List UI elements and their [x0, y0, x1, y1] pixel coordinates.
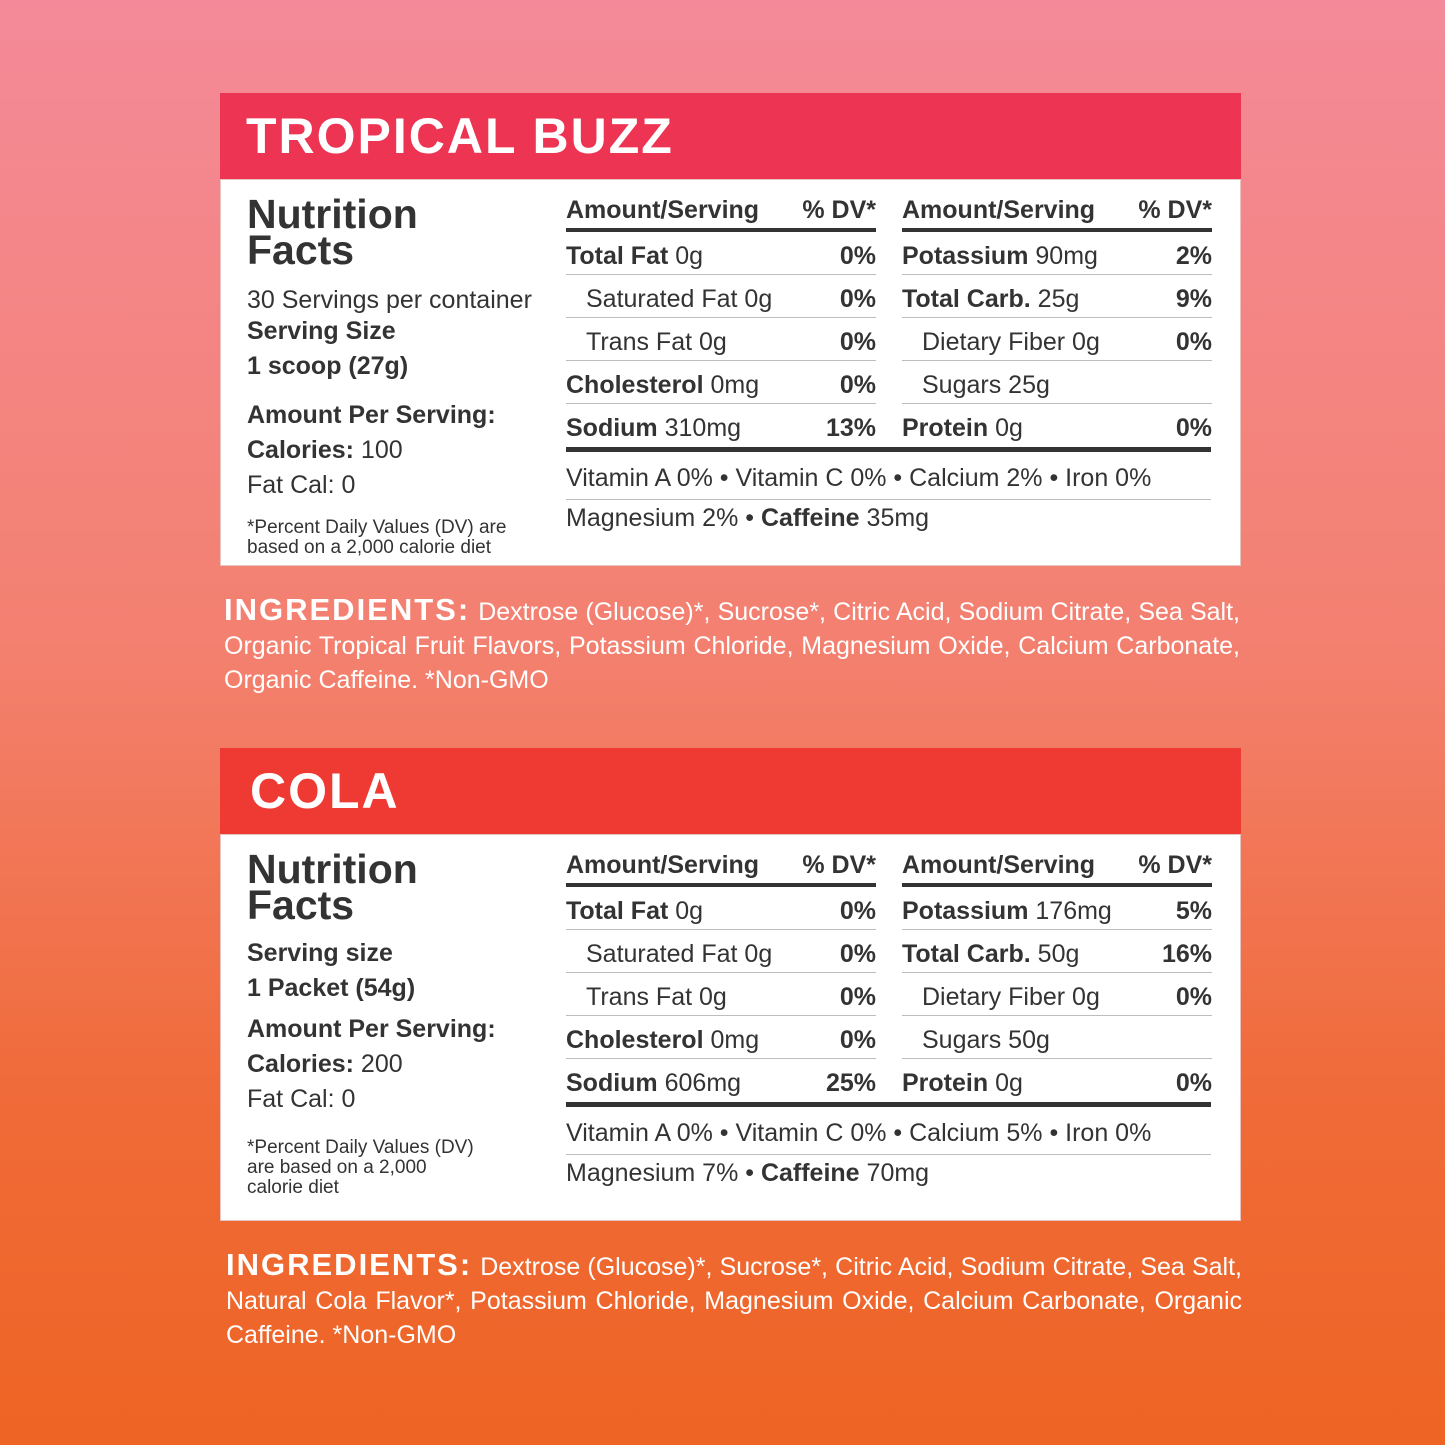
- nutrient-row: [902, 887, 1212, 930]
- column-header: [902, 851, 1212, 887]
- nutrition-facts-panel: [220, 834, 1241, 1221]
- nutrient-name: [566, 897, 703, 926]
- serving-size-value: 1 Packet (54g): [247, 974, 416, 1002]
- dv-header: % DV*: [802, 196, 876, 224]
- nutrient-dv: 0%: [839, 241, 876, 270]
- nutrient-name: [902, 371, 1050, 400]
- nutrient-amount: 0g: [668, 241, 704, 270]
- nutrient-label: Dietary Fiber: [922, 982, 1066, 1011]
- product-title: TROPICAL BUZZ: [220, 93, 1241, 179]
- nutrient-dv: 0%: [839, 939, 876, 968]
- nutrient-label: Trans Fat: [586, 327, 693, 356]
- nutrient-name: [566, 983, 727, 1012]
- product-title: COLA: [220, 748, 1241, 834]
- calories-label: Calories:: [247, 436, 354, 464]
- nutrient-row: [566, 318, 876, 361]
- nutrient-column-2: [902, 851, 1212, 1102]
- nutrient-amount: 606mg: [657, 1069, 742, 1097]
- ingredients-text: Dextrose (Glucose)*, Sucrose*, Citric Acid, Sodium Citrate, Sea Salt, Organic Tropical Fruit Flavors, Potassium Chloride, Magnesium Oxide, Calcium Carbonate, Organic Caffeine. *Non-GMO: [224, 598, 1240, 694]
- nutrient-dv: 0%: [839, 370, 876, 399]
- nutrient-label: Sugars: [922, 1025, 1002, 1054]
- nutrient-row: [566, 1016, 876, 1059]
- amount-per-serving-label: Amount Per Serving:: [247, 401, 496, 429]
- nutrient-row: [902, 232, 1212, 275]
- amount-per-serving-label: Amount Per Serving:: [247, 1015, 496, 1043]
- nutrient-name: [566, 940, 772, 969]
- minerals-line: [566, 504, 1211, 533]
- nutrient-label: Saturated Fat: [586, 284, 738, 313]
- nutrient-column-1: [566, 851, 876, 1102]
- nutrient-amount: 0g: [737, 284, 773, 313]
- ingredients: [224, 593, 1240, 697]
- caffeine-value: 70mg: [859, 1159, 930, 1187]
- nutrient-dv: 9%: [1175, 284, 1212, 313]
- nutrient-label: Sodium: [566, 414, 658, 442]
- amount-header: Amount/Serving: [902, 851, 1096, 879]
- magnesium-value: Magnesium 7% •: [566, 1159, 761, 1187]
- nutrition-facts-heading: [247, 846, 567, 928]
- nutrient-amount: 25g: [1030, 284, 1080, 313]
- ingredients-label: INGREDIENTS:: [224, 592, 471, 627]
- servings-per-container: 30 Servings per container: [247, 286, 532, 314]
- amount-header: Amount/Serving: [902, 196, 1096, 224]
- nutrient-amount: 310mg: [657, 414, 742, 442]
- nutrient-amount: 0g: [988, 414, 1023, 442]
- nutrient-amount: 50g: [1001, 1025, 1050, 1054]
- nutrient-row: [902, 404, 1212, 447]
- column-header: [566, 196, 876, 232]
- nutrient-dv: 25%: [825, 1069, 876, 1097]
- nutrient-row: [566, 930, 876, 973]
- nutrient-dv: 0%: [839, 982, 876, 1011]
- product-cola: [220, 748, 1242, 1349]
- nutrient-amount: 0g: [692, 982, 727, 1011]
- nutrient-dv: 0%: [1175, 414, 1212, 442]
- amount-header: Amount/Serving: [566, 851, 760, 879]
- nutrient-name: [566, 1026, 759, 1055]
- nutrient-amount: 0mg: [703, 1025, 760, 1054]
- column-header: [902, 196, 1212, 232]
- dv-header: % DV*: [1138, 851, 1212, 879]
- magnesium-value: Magnesium 2% •: [566, 504, 761, 532]
- nutrient-label: Sugars: [922, 370, 1002, 399]
- nutrient-row: [566, 1059, 876, 1102]
- nutrient-row: [902, 1059, 1212, 1102]
- nutrient-dv: 0%: [1175, 1069, 1212, 1097]
- nutrient-dv: 0%: [839, 896, 876, 925]
- nutrient-name: [566, 414, 741, 443]
- nutrient-dv: 0%: [839, 327, 876, 356]
- nutrient-amount: 0g: [737, 939, 773, 968]
- nutrient-label: Protein: [902, 1069, 989, 1097]
- heading-line-1: Nutrition: [247, 846, 418, 892]
- nutrient-name: [566, 285, 772, 314]
- calories-value: 100: [353, 436, 403, 464]
- nutrient-row: [902, 930, 1212, 973]
- nutrient-row: [566, 232, 876, 275]
- nutrient-label: Cholesterol: [566, 1025, 704, 1054]
- nutrient-row: [566, 404, 876, 447]
- nutrient-label: Protein: [902, 414, 989, 442]
- amount-header: Amount/Serving: [566, 196, 760, 224]
- nutrient-name: [902, 414, 1023, 443]
- dv-footnote: *Percent Daily Values (DV) are based on a 2,000 calorie diet: [247, 517, 507, 558]
- nutrient-dv: 0%: [1175, 327, 1212, 356]
- nutrient-name: [902, 1026, 1050, 1055]
- nutrient-column-2: [902, 196, 1212, 447]
- nutrient-dv: 0%: [839, 284, 876, 313]
- ingredients: [226, 1248, 1242, 1352]
- nutrient-row: [902, 361, 1212, 404]
- nutrient-dv: 2%: [1175, 241, 1212, 270]
- nutrient-amount: 0g: [1065, 982, 1100, 1011]
- vitamins-line: Vitamin A 0% • Vitamin C 0% • Calcium 2% • Iron 0%: [566, 464, 1211, 500]
- nutrient-amount: 0g: [1065, 327, 1100, 356]
- nutrient-row: [566, 973, 876, 1016]
- nutrient-amount: 0g: [988, 1069, 1023, 1097]
- nutrient-label: Total Carb.: [902, 939, 1031, 968]
- nutrient-name: [902, 983, 1100, 1012]
- calories: [247, 436, 567, 465]
- nutrient-label: Dietary Fiber: [922, 327, 1066, 356]
- nutrient-label: Cholesterol: [566, 370, 704, 399]
- thick-divider: [566, 1102, 1211, 1107]
- nutrient-column-1: [566, 196, 876, 447]
- nutrient-row: [566, 887, 876, 930]
- nutrition-summary: [247, 191, 567, 558]
- nutrient-dv: 16%: [1161, 939, 1212, 968]
- ingredients-text: Dextrose (Glucose)*, Sucrose*, Citric Acid, Sodium Citrate, Sea Salt, Natural Cola Flavor*, Potassium Chloride, Magnesium Oxide, Calcium Carbonate, Organic Caffeine. *Non-GMO: [226, 1253, 1242, 1349]
- nutrient-name: [902, 1069, 1023, 1098]
- nutrient-dv: 13%: [825, 414, 876, 442]
- serving-size-label: Serving size: [247, 939, 393, 967]
- nutrient-label: Potassium: [902, 241, 1029, 270]
- caffeine-label: Caffeine: [760, 504, 860, 532]
- calories-label: Calories:: [247, 1050, 354, 1078]
- nutrient-amount: 25g: [1001, 370, 1050, 399]
- nutrient-dv: 0%: [839, 1025, 876, 1054]
- column-header: [566, 851, 876, 887]
- nutrient-name: [902, 897, 1112, 926]
- vitamins-line: Vitamin A 0% • Vitamin C 0% • Calcium 5% • Iron 0%: [566, 1119, 1211, 1155]
- nutrient-dv: 5%: [1175, 896, 1212, 925]
- nutrition-facts-panel: [220, 179, 1241, 566]
- nutrient-row: [566, 361, 876, 404]
- dv-footnote: *Percent Daily Values (DV) are based on a 2,000 calorie diet: [247, 1137, 474, 1198]
- thick-divider: [566, 447, 1211, 452]
- nutrient-amount: 50g: [1030, 939, 1080, 968]
- nutrient-name: [902, 940, 1079, 969]
- nutrient-name: [566, 328, 727, 357]
- nutrient-row: [902, 275, 1212, 318]
- nutrient-label: Trans Fat: [586, 982, 693, 1011]
- nutrient-label: Total Fat: [566, 241, 669, 270]
- heading-line-2: Facts: [247, 882, 355, 928]
- caffeine-label: Caffeine: [760, 1159, 860, 1187]
- nutrient-amount: 176mg: [1028, 896, 1112, 925]
- nutrient-label: Sodium: [566, 1069, 658, 1097]
- calories: [247, 1050, 567, 1079]
- serving-size-value: 1 scoop (27g): [247, 352, 409, 380]
- nutrient-row: [902, 318, 1212, 361]
- dv-header: % DV*: [1138, 196, 1212, 224]
- minerals-line: [566, 1159, 1211, 1188]
- heading-line-1: Nutrition: [247, 191, 418, 237]
- product-tropical-buzz: [220, 93, 1241, 694]
- fat-calories: Fat Cal: 0: [247, 471, 356, 499]
- nutrient-label: Potassium: [902, 896, 1029, 925]
- serving-size-label: Serving Size: [247, 317, 396, 345]
- nutrient-name: [902, 242, 1098, 271]
- nutrition-facts-heading: [247, 191, 567, 273]
- dv-header: % DV*: [802, 851, 876, 879]
- nutrient-dv: 0%: [1175, 982, 1212, 1011]
- nutrient-name: [902, 328, 1100, 357]
- nutrient-name: [566, 242, 703, 271]
- nutrient-amount: 0mg: [703, 370, 760, 399]
- caffeine-value: 35mg: [859, 504, 930, 532]
- nutrient-row: [902, 973, 1212, 1016]
- ingredients-label: INGREDIENTS:: [226, 1247, 473, 1282]
- nutrient-name: [902, 285, 1079, 314]
- calories-value: 200: [353, 1050, 403, 1078]
- nutrient-label: Total Fat: [566, 896, 669, 925]
- nutrient-row: [566, 275, 876, 318]
- nutrient-amount: 0g: [692, 327, 727, 356]
- nutrition-summary: [247, 846, 567, 1198]
- fat-calories: Fat Cal: 0: [247, 1085, 356, 1113]
- heading-line-2: Facts: [247, 227, 355, 273]
- nutrient-label: Saturated Fat: [586, 939, 738, 968]
- nutrient-name: [566, 1069, 741, 1098]
- nutrient-name: [566, 371, 759, 400]
- nutrient-row: [902, 1016, 1212, 1059]
- nutrient-label: Total Carb.: [902, 284, 1031, 313]
- nutrient-amount: 0g: [668, 896, 704, 925]
- nutrient-amount: 90mg: [1028, 241, 1098, 270]
